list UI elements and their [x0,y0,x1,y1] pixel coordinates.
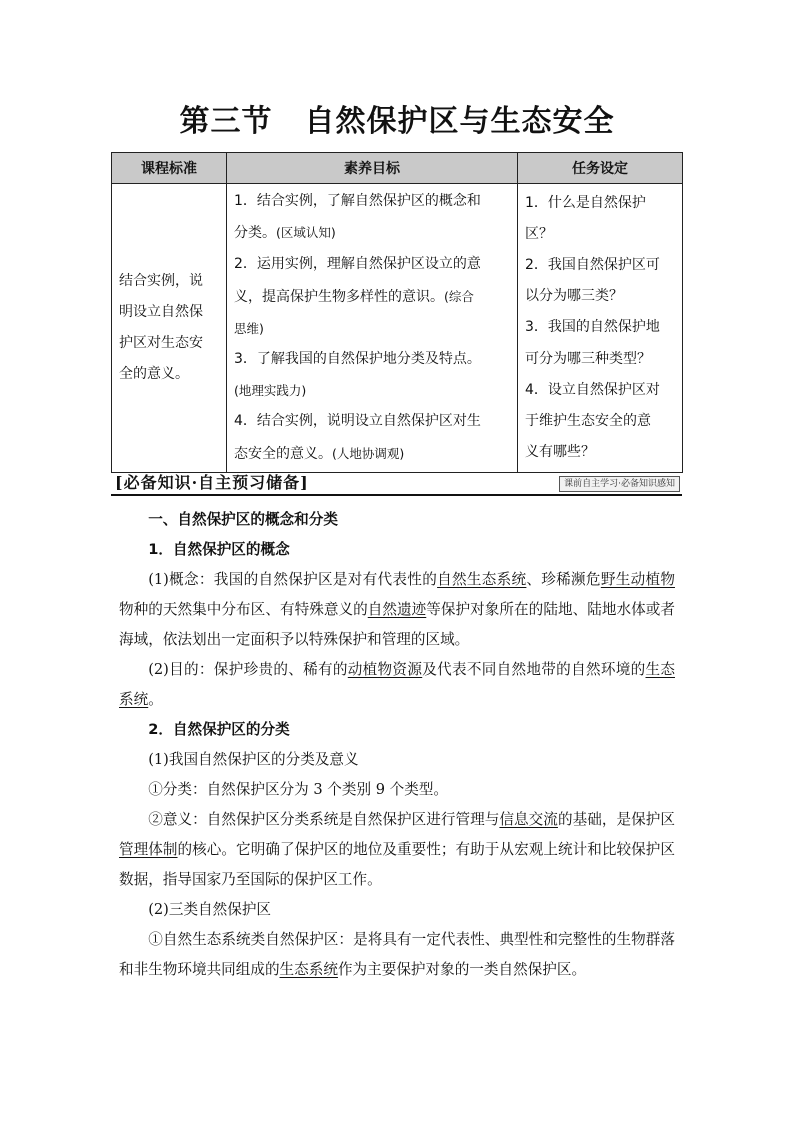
goal-3-line: 3．了解我国的自然保护地分类及特点。 [234,351,481,368]
goal-3-line: (地理实践力) [234,383,307,399]
main-content [119,505,675,985]
paragraph-purpose: (2)目的：保护珍贵的、稀有的动植物资源及代表不同自然地带的自然环境的生态系统。 [119,661,675,708]
goal-1-line: 1．结合实例，了解自然保护区的概念和 [234,193,481,209]
task-1-line: 区？ [525,225,553,242]
goal-4-line: 态安全的意义。(人地协调观) [234,445,405,462]
task-2-line: 2．我国自然保护区可 [525,256,660,273]
underlined-term: 生态系统 [279,961,338,978]
standard-line: 护区对生态安 [119,334,203,351]
tasks-cell [518,184,683,473]
paragraph-categories: ①分类：自然保护区分为 3 个类别 9 个类型。 [148,781,449,798]
underlined-term: 信息交流 [499,811,558,828]
heading-concept: 1．自然保护区的概念 [148,541,290,558]
section-number: 第三节 [179,104,273,139]
table-row [112,184,683,473]
goal-2-line: 义，提高保护生物多样性的意识。(综合 [234,288,474,305]
underlined-term: 管理体制 [119,841,178,858]
task-3-line: 可分为哪三种类型？ [525,350,651,367]
task-2-line: 以分为哪三类？ [525,288,623,305]
heading-classification: 2．自然保护区的分类 [148,721,290,738]
task-4-line: 4．设立自然保护区对 [525,381,660,398]
header-standard: 课程标准 [112,153,227,184]
goal-2-line: 2．运用实例，理解自然保护区设立的意 [234,256,481,273]
paragraph-subheading: (1)我国自然保护区的分类及意义 [148,751,359,768]
standard-line: 明设立自然保 [119,303,203,320]
goals-cell [227,184,518,473]
page-title [0,96,794,140]
paragraph-significance: ②意义：自然保护区分类系统是自然保护区进行管理与信息交流的基础，是保护区管理体制的核心。它明确了保护区的地位及重要性；有助于从宏观上统计和比较保护区数据，指导国家乃至国际的保护区工作。 [119,811,675,888]
section-banner [111,470,682,496]
goal-2-line: 思维) [234,320,264,336]
curriculum-table [111,152,683,473]
header-tasks: 任务设定 [518,153,683,184]
underlined-term: 自然生态系统 [437,571,527,588]
task-4-line: 于维护生态安全的意 [525,412,651,429]
paragraph-ecosystem-reserve: ①自然生态系统类自然保护区：是将具有一定代表性、典型性和完整性的生物群落和非生物环境共同组成的生态系统作为主要保护对象的一类自然保护区。 [119,931,675,978]
header-goals: 素养目标 [227,153,518,184]
standard-line: 结合实例，说 [119,272,203,289]
underlined-term: 动植物资源 [347,661,423,678]
section-title: 自然保护区与生态安全 [304,104,615,139]
underlined-term: 自然遗迹 [367,601,427,618]
task-1-line: 1．什么是自然保护 [525,194,646,211]
task-3-line: 3．我国的自然保护地 [525,319,660,336]
underlined-term: 生态系统 [119,661,675,708]
standard-line: 全的意义。 [119,366,189,383]
task-4-line: 义有哪些？ [525,444,595,461]
paragraph-subheading: (2)三类自然保护区 [148,901,272,918]
section-banner-tag: 课前自主学习·必备知识感知 [559,476,680,492]
paragraph-concept: (1)概念：我国的自然保护区是对有代表性的自然生态系统、珍稀濒危野生动植物物种的天然集中分布区、有特殊意义的自然遗迹等保护对象所在的陆地、陆地水体或者海域，依法划出一定面积予以特殊保护和管理的区域。 [119,571,675,648]
standard-cell [112,184,227,473]
table-header-row [112,153,683,184]
underlined-term: 野生动植物 [600,571,675,588]
goal-1-line: 分类。(区域认知) [234,225,336,242]
heading-level-1: 一、自然保护区的概念和分类 [148,511,338,528]
goal-4-line: 4．结合实例，说明设立自然保护区对生 [234,413,481,430]
section-banner-title: [必备知识·自主预习储备] [115,473,309,492]
